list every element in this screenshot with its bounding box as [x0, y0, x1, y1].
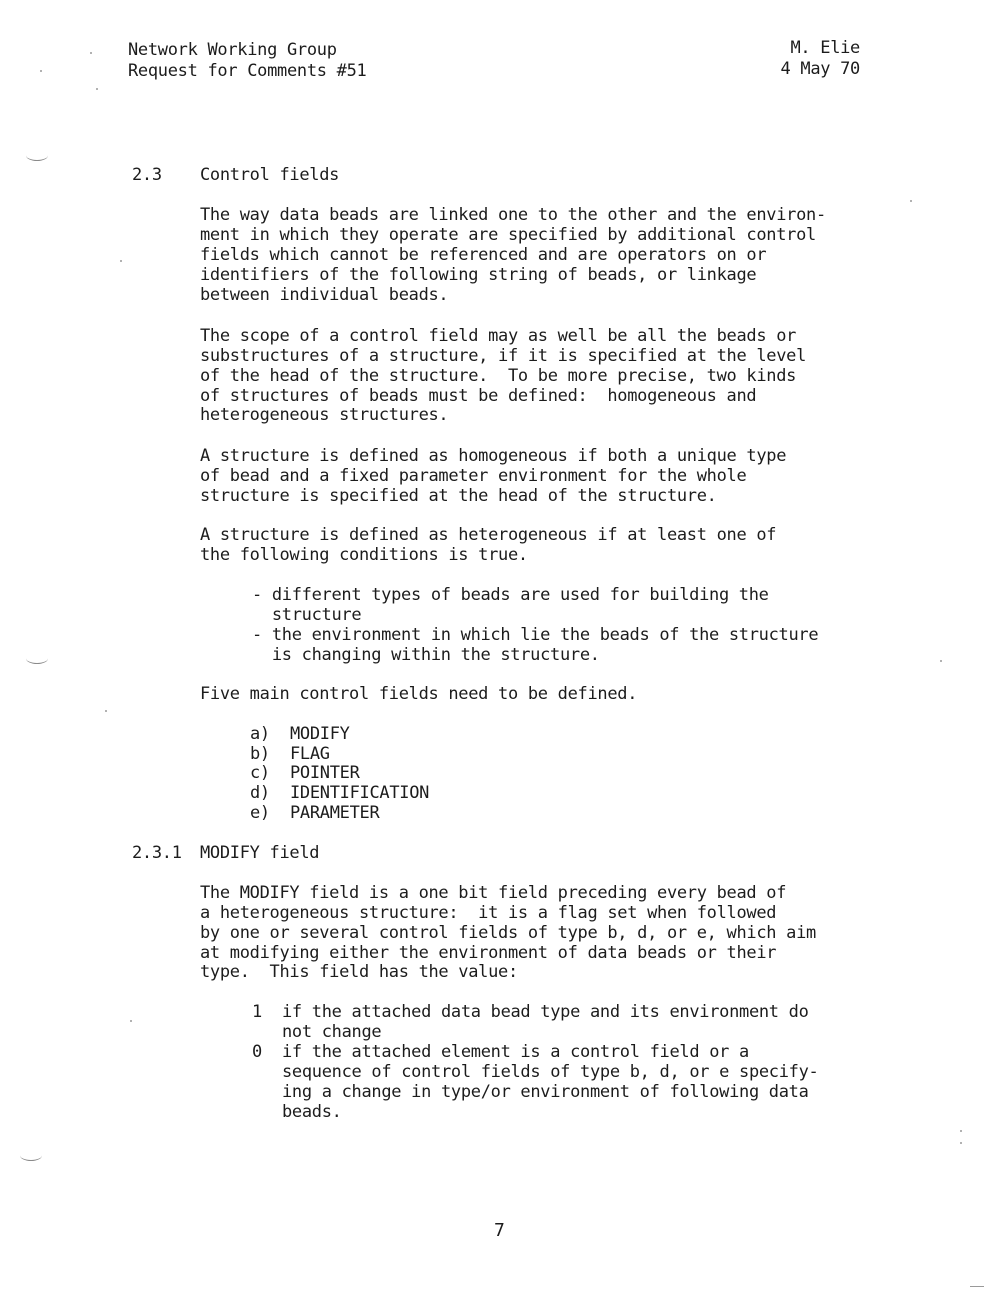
scan-speck: [40, 70, 42, 72]
text-line: not change: [282, 1022, 382, 1042]
scan-artifact: [26, 653, 48, 664]
list-item: - the environment in which lie the beads of the structure: [252, 625, 819, 645]
list-item: is changing within the structure.: [252, 645, 600, 665]
subsection-number: 2.3.1: [132, 843, 182, 863]
header-group: Network Working Group: [128, 40, 337, 60]
text-line: beads.: [282, 1102, 342, 1122]
scan-artifact: [20, 1150, 42, 1161]
scan-speck: [910, 200, 912, 202]
list-item-letter: a): [250, 724, 270, 744]
value-mark: 1: [252, 1002, 262, 1022]
scan-speck: [940, 660, 942, 662]
text-line: of bead and a fixed parameter environment for the whole: [200, 466, 747, 486]
text-line: if the attached data bead type and its environment do: [282, 1002, 809, 1022]
list-item-label: MODIFY: [290, 724, 350, 744]
list-item: - different types of beads are used for building the: [252, 585, 769, 605]
text-line: sequence of control fields of type b, d, or e specify-: [282, 1062, 819, 1082]
text-line: heterogeneous structures.: [200, 405, 449, 425]
list-item-letter: c): [250, 763, 270, 783]
text-line: structure is specified at the head of the structure.: [200, 486, 717, 506]
text-line: The scope of a control field may as well be all the beads or: [200, 326, 797, 346]
list-item-letter: d): [250, 783, 270, 803]
text-line: at modifying either the environment of data beads or their: [200, 943, 777, 963]
section-title: Control fields: [200, 165, 340, 185]
scan-speck: [970, 1286, 984, 1287]
text-line: fields which cannot be referenced and are operators on or: [200, 245, 767, 265]
subsection-title: MODIFY field: [200, 843, 320, 863]
scan-speck: [960, 1130, 962, 1132]
text-line: by one or several control fields of type b, d, or e, which aim: [200, 923, 816, 943]
text-line: A structure is defined as heterogeneous if at least one of: [200, 525, 777, 545]
scan-speck: [96, 88, 98, 90]
text-line: type. This field has the value:: [200, 962, 518, 982]
header-rfc: Request for Comments #51: [128, 61, 367, 81]
page-number: 7: [494, 1220, 505, 1241]
scan-speck: [90, 52, 92, 54]
list-item-letter: b): [250, 744, 270, 764]
list-item: structure: [252, 605, 362, 625]
section-number: 2.3: [132, 165, 162, 185]
scan-speck: [130, 1020, 132, 1022]
scan-speck: [960, 1142, 962, 1144]
list-item-label: FLAG: [290, 744, 330, 764]
text-line: A structure is defined as homogeneous if both a unique type: [200, 446, 787, 466]
text-line: a heterogeneous structure: it is a flag set when followed: [200, 903, 777, 923]
list-item-label: IDENTIFICATION: [290, 783, 430, 803]
value-mark: 0: [252, 1042, 262, 1062]
list-item-letter: e): [250, 803, 270, 823]
text-line: of the head of the structure. To be more precise, two kinds: [200, 366, 797, 386]
text-line: ing a change in type/or environment of following data: [282, 1082, 809, 1102]
text-line: between individual beads.: [200, 285, 449, 305]
header-author: M. Elie: [790, 38, 860, 58]
scan-speck: [105, 710, 107, 712]
text-line: if the attached element is a control field or a: [282, 1042, 749, 1062]
text-line: of structures of beads must be defined: homogeneous and: [200, 386, 757, 406]
text-line: substructures of a structure, if it is specified at the level: [200, 346, 807, 366]
paragraph-five-fields: Five main control fields need to be defined.: [200, 684, 638, 704]
text-line: The way data beads are linked one to the other and the environ-: [200, 205, 826, 225]
text-line: The MODIFY field is a one bit field preceding every bead of: [200, 883, 787, 903]
scan-speck: [120, 260, 122, 262]
list-item-label: POINTER: [290, 763, 360, 783]
list-item-label: PARAMETER: [290, 803, 380, 823]
header-date: 4 May 70: [780, 59, 860, 79]
text-line: identifiers of the following string of beads, or linkage: [200, 265, 757, 285]
text-line: the following conditions is true.: [200, 545, 528, 565]
text-line: ment in which they operate are specified by additional control: [200, 225, 816, 245]
scan-artifact: [26, 150, 48, 161]
